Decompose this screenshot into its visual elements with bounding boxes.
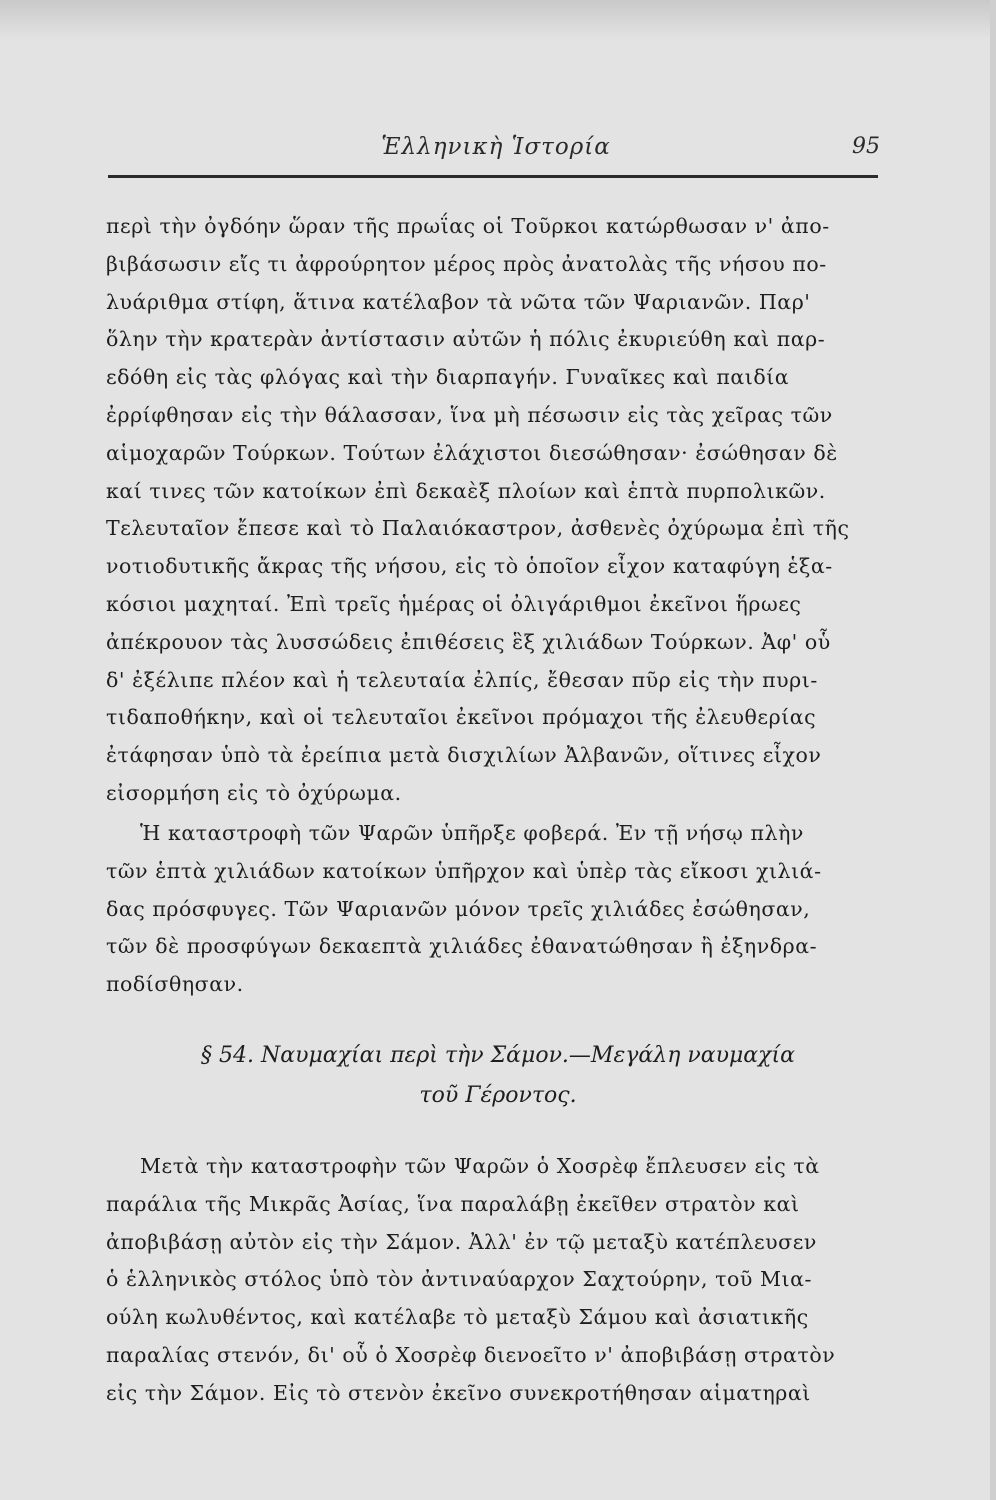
text-line: ἐρρίφθησαν εἰς τὴν θάλασσαν, ἵνα μὴ πέσωσιν εἰς τὰς χεῖρας τῶν: [106, 402, 833, 427]
text-line: αἱμοχαρῶν Τούρκων. Τούτων ἐλάχιστοι διεσώθησαν· ἐσώθησαν δὲ: [106, 440, 838, 465]
paragraph-2: [106, 815, 890, 1004]
text-line: ἀπέκρουον τὰς λυσσώδεις ἐπιθέσεις ἓξ χιλιάδων Τούρκων. Ἀφ' οὗ: [106, 629, 831, 654]
text-line: παραλίας στενόν, δι' οὗ ὁ Χοσρὲφ διενοεῖτο ν' ἀποβιβάσῃ στρατὸν: [106, 1342, 836, 1367]
text-line: ἐτάφησαν ὑπὸ τὰ ἐρείπια μετὰ δισχιλίων Ἀλβανῶν, οἵτινες εἶχον: [106, 743, 822, 768]
text-line: βιβάσωσιν εἴς τι ἀφρούρητον μέρος πρὸς ἀνατολὰς τῆς νήσου πο-: [106, 251, 827, 276]
text-line: νοτιοδυτικῆς ἄκρας τῆς νήσου, εἰς τὸ ὁποῖον εἶχον καταφύγη ἑξα-: [106, 554, 833, 579]
text-line: καί τινες τῶν κατοίκων ἐπὶ δεκαὲξ πλοίων καὶ ἑπτὰ πυρπολικῶν.: [106, 478, 826, 503]
text-line: ὁ ἑλληνικὸς στόλος ὑπὸ τὸν ἀντιναύαρχον Σαχτούρην, τοῦ Μια-: [106, 1267, 812, 1292]
text-line: Ἡ καταστροφὴ τῶν Ψαρῶν ὑπῆρξε φοβερά. Ἐν τῇ νήσῳ πλὴν: [140, 821, 804, 845]
header-rule: [108, 175, 878, 178]
text-line: κόσιοι μαχηταί. Ἐπὶ τρεῖς ἡμέρας οἱ ὀλιγάριθμοι ἐκεῖνοι ἥρωες: [106, 591, 802, 616]
text-line: τῶν ἑπτὰ χιλιάδων κατοίκων ὑπῆρχον καὶ ὑπὲρ τὰς εἴκοσι χιλιά-: [106, 858, 822, 883]
text-line: τιδαποθήκην, καὶ οἱ τελευταῖοι ἐκεῖνοι πρόμαχοι τῆς ἐλευθερίας: [106, 705, 817, 730]
text-line: ὅλην τὴν κρατερὰν ἀντίστασιν αὐτῶν ἡ πόλις ἐκυριεύθη καὶ παρ-: [106, 327, 826, 352]
paragraph-3: [106, 1148, 890, 1413]
text-line: λυάριθμα στίφη, ἅτινα κατέλαβον τὰ νῶτα τῶν Ψαριανῶν. Παρ': [106, 289, 811, 314]
section-heading-line: τοῦ Γέροντος.: [419, 1083, 577, 1108]
text-line: ἀποβιβάσῃ αὐτὸν εἰς τὴν Σάμον. Ἀλλ' ἐν τῷ μεταξὺ κατέπλευσεν: [106, 1229, 817, 1254]
paragraph-1: [106, 208, 890, 813]
page-right-edge: [990, 0, 996, 1500]
text-line: τῶν δὲ προσφύγων δεκαεπτὰ χιλιάδες ἐθανατώθησαν ἢ ἐξηνδρα-: [106, 934, 818, 959]
text-line: ούλη κωλυθέντος, καὶ κατέλαβε τὸ μεταξὺ Σάμου καὶ ἀσιατικῆς: [106, 1305, 809, 1330]
page-top-shadow: [0, 0, 996, 40]
page-number: 95: [852, 134, 880, 159]
running-header: [108, 128, 884, 172]
text-line: ποδίσθησαν.: [106, 972, 244, 997]
text-line: εἰσορμήση εἰς τὸ ὀχύρωμα.: [106, 780, 402, 805]
header-title: Ἑλληνικὴ Ἱστορία: [381, 134, 611, 160]
section-heading-line: § 54. Ναυμαχίαι περὶ τὴν Σάμον.—Μεγάλη ναυμαχία: [201, 1043, 795, 1068]
text-line: παράλια τῆς Μικρᾶς Ἀσίας, ἵνα παραλάβῃ ἐκεῖθεν στρατὸν καὶ: [106, 1191, 800, 1216]
text-line: δ' ἐξέλιπε πλέον καὶ ἡ τελευταία ἐλπίς, ἔθεσαν πῦρ εἰς τὴν πυρι-: [106, 667, 818, 692]
text-line: Μετὰ τὴν καταστροφὴν τῶν Ψαρῶν ὁ Χοσρὲφ ἔπλευσεν εἰς τὰ: [140, 1154, 820, 1178]
text-line: εἰς τὴν Σάμον. Εἰς τὸ στενὸν ἐκεῖνο συνεκροτήθησαν αἱματηραὶ: [106, 1380, 811, 1405]
section-heading: [106, 1036, 890, 1116]
text-line: περὶ τὴν ὀγδόην ὥραν τῆς πρωΐας οἱ Τοῦρκοι κατώρθωσαν ν' ἀπο-: [106, 214, 830, 238]
text-line: εδόθη εἰς τὰς φλόγας καὶ τὴν διαρπαγήν. Γυναῖκες καὶ παιδία: [106, 365, 790, 390]
text-line: Τελευταῖον ἔπεσε καὶ τὸ Παλαιόκαστρον, ἀσθενὲς ὀχύρωμα ἐπὶ τῆς: [106, 516, 850, 541]
text-line: δας πρόσφυγες. Τῶν Ψαριανῶν μόνον τρεῖς χιλιάδες ἐσώθησαν,: [106, 896, 811, 921]
